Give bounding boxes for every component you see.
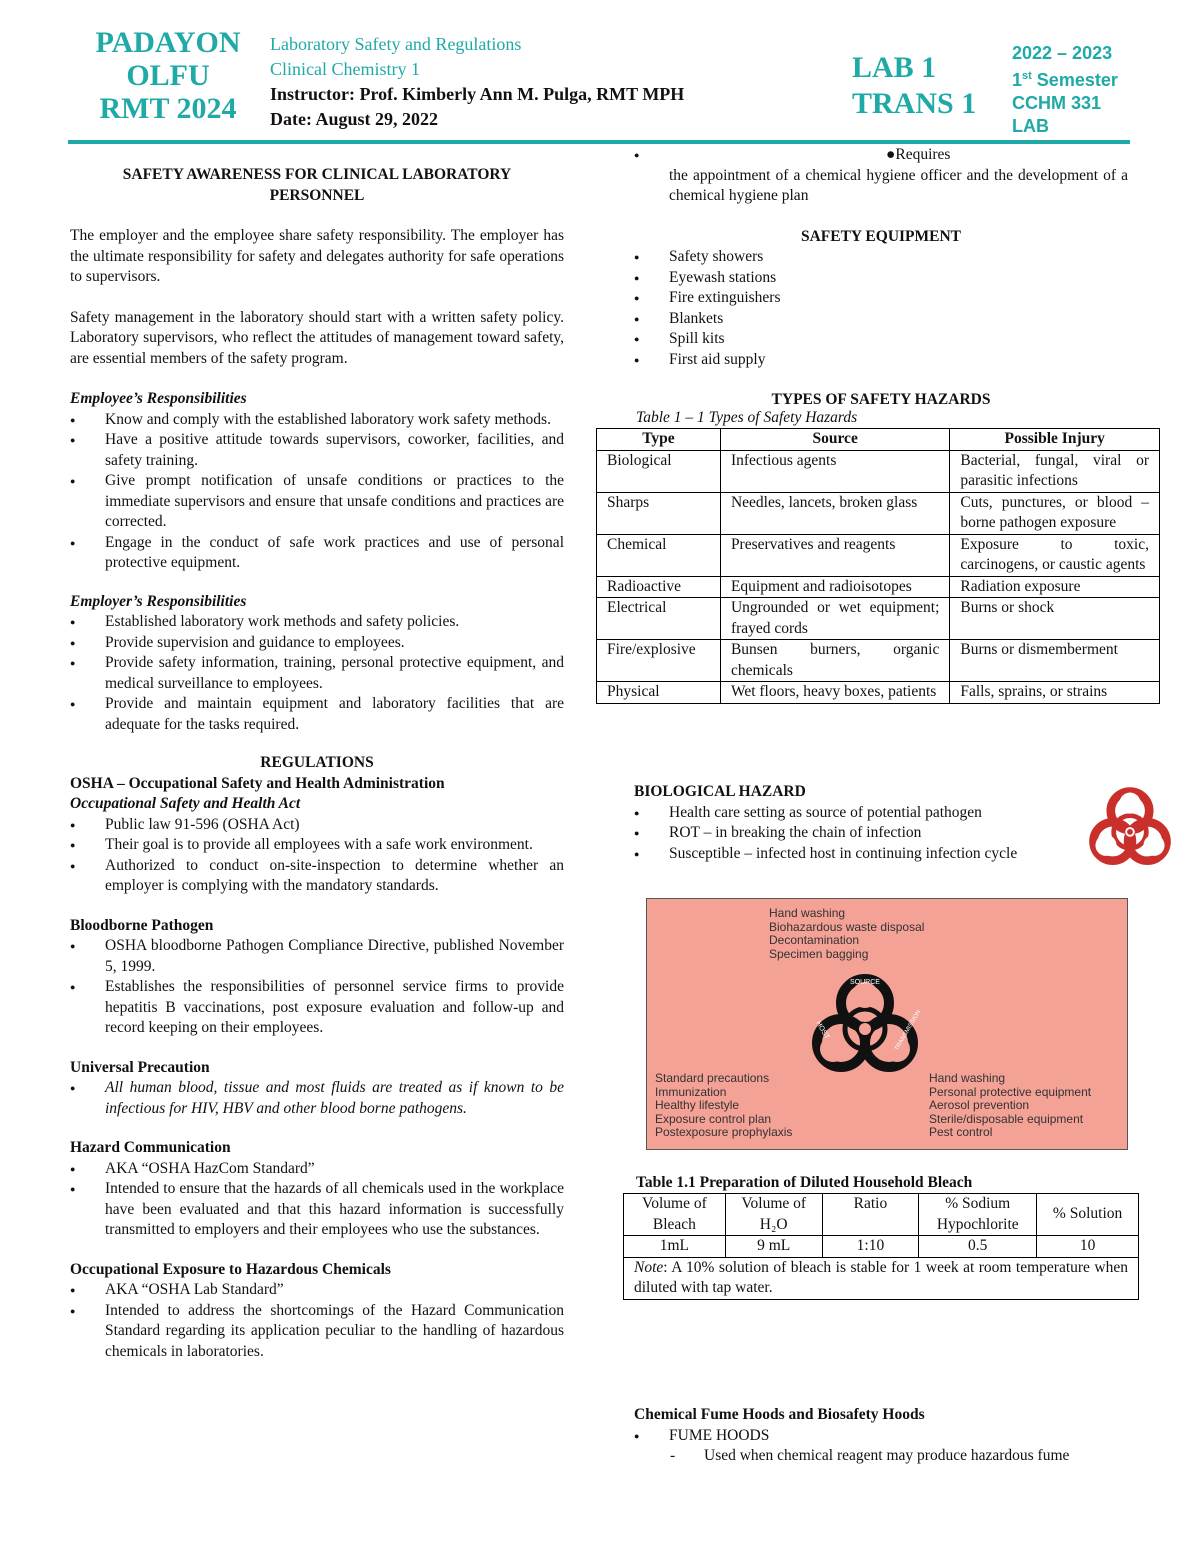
subsection-title: Occupational Exposure to Hazardous Chemicals [70, 1260, 391, 1278]
figure-label: Sterile/disposable equipment [929, 1111, 1084, 1126]
list-item: ● AKA “OSHA HazCom Standard” [70, 1159, 564, 1180]
table-row [597, 682, 1160, 704]
course-title: Laboratory Safety and Regulations [270, 34, 522, 54]
table-cell: Radioactive [597, 576, 721, 598]
semester-number: 1 [1012, 70, 1023, 90]
table-cell: Physical [597, 682, 721, 704]
semester-block [1012, 42, 1118, 138]
figure-label: Hand washing [929, 1071, 1006, 1085]
table-cell: Equipment and radioisotopes [720, 576, 949, 598]
list-item: ● Fire extinguishers [634, 288, 1128, 309]
paragraph: the appointment of a chemical hygiene officer and the development of a chemical hygiene plan [669, 166, 1128, 204]
safety-equipment-list [634, 247, 1128, 370]
lab-number: LAB 1 [852, 51, 937, 84]
course-subtitle: Clinical Chemistry 1 [270, 59, 420, 79]
table-cell: 10 [1037, 1236, 1139, 1258]
figure-label-group [929, 1072, 1091, 1140]
subsection-title: OSHA – Occupational Safety and Health Administration [70, 774, 445, 792]
school-year: 2022 – 2023 [1012, 43, 1113, 63]
list-item: - Used when chemical reagent may produce hazardous fume [634, 1446, 1128, 1467]
biological-hazard-list [634, 803, 1084, 865]
table-header: Source [720, 429, 949, 451]
biohazard-icon [1082, 782, 1178, 878]
section-title: SAFETY EQUIPMENT [800, 227, 962, 245]
figure-label: Standard precautions [655, 1071, 770, 1085]
list-item: ● Established laboratory work methods and safety policies. [70, 612, 564, 633]
list-item: ● First aid supply [634, 350, 1128, 371]
semester-suffix: st [1022, 70, 1032, 82]
table-title: Table 1.1 Preparation of Diluted Household Bleach [636, 1174, 973, 1191]
table-header: Volume of Bleach [624, 1194, 726, 1236]
table-header: Type [597, 429, 721, 451]
list-item: ● Their goal is to provide all employees with a safe work environment. [70, 835, 564, 856]
table-row [597, 534, 1160, 576]
table-row [597, 598, 1160, 640]
brand-block [78, 26, 258, 125]
table-cell: 1:10 [822, 1236, 919, 1258]
hoods-section [634, 1405, 1128, 1467]
course-code: CCHM 331 [1012, 93, 1102, 113]
list-item: ● OSHA bloodborne Pathogen Compliance Directive, published November 5, 1999. [70, 936, 564, 977]
table-cell: Needles, lancets, broken glass [720, 492, 949, 534]
list-item: ● Eyewash stations [634, 268, 1128, 289]
biohazard-chain-icon [795, 969, 935, 1089]
list-item: ● Give prompt notification of unsafe conditions or practices to the immediate supervisors and ensure that unsafe conditions and practices are corrected. [70, 471, 564, 533]
table-row [597, 450, 1160, 492]
table-cell: Bacterial, fungal, viral or parasitic infections [950, 450, 1160, 492]
list-item: ● Public law 91-596 (OSHA Act) [70, 815, 564, 836]
table-row [597, 640, 1160, 682]
employee-responsibilities-list [70, 410, 564, 574]
employer-responsibilities-list [70, 612, 564, 735]
table-cell: Cuts, punctures, or blood – borne pathogen exposure [950, 492, 1160, 534]
list-item: ● Health care setting as source of potential pathogen [634, 803, 1084, 824]
figure-label: Postexposure prophylaxis [655, 1125, 793, 1139]
table-cell: 0.5 [919, 1236, 1037, 1258]
figure-label: Hand washing [769, 906, 846, 920]
course-type: LAB [1012, 116, 1049, 136]
note-text: : A 10% solution of bleach is stable for 1 week at room temperature when diluted with tap water. [634, 1258, 1128, 1296]
table-header-row [624, 1194, 1139, 1236]
table-row [624, 1236, 1139, 1258]
table-cell: Bunsen burners, organic chemicals [720, 640, 949, 682]
section-title: Chemical Fume Hoods and Biosafety Hoods [634, 1406, 925, 1423]
figure-label: Specimen bagging [769, 946, 869, 961]
table-cell: Wet floors, heavy boxes, patients [720, 682, 949, 704]
list-item: ● Authorized to conduct on-site-inspection to determine whether an employer is complying with the mandatory standards. [70, 856, 564, 897]
semester [1012, 65, 1118, 92]
table-row [597, 492, 1160, 534]
chain-of-infection-figure [646, 898, 1128, 1150]
list-item: ● Susceptible – infected host in continuing infection cycle [634, 844, 1084, 865]
brand-line: PADAYON [95, 26, 241, 59]
subsection-title: Employer’s Responsibilities [70, 592, 247, 610]
figure-label-group [769, 907, 924, 961]
table-cell: Infectious agents [720, 450, 949, 492]
table-header: % Sodium Hypochlorite [919, 1194, 1037, 1236]
hazard-table [596, 428, 1160, 704]
biological-hazard-section [634, 782, 1084, 864]
list-item: ● Have a positive attitude towards supervisors, coworker, facilities, and safety training. [70, 430, 564, 471]
ring-label-source: SOURCE [850, 979, 880, 986]
subsection-title: Occupational Safety and Health Act [70, 795, 301, 812]
instructor: Instructor: Prof. Kimberly Ann M. Pulga, RMT MPH [270, 84, 685, 104]
occupational-exposure-list [70, 1280, 564, 1362]
table-cell: Fire/explosive [597, 640, 721, 682]
table-cell: Falls, sprains, or strains [950, 682, 1160, 704]
figure-label: Pest control [929, 1125, 993, 1139]
section-title: SAFETY AWARENESS FOR CLINICAL LABORATORY PERSONNEL [122, 166, 512, 204]
figure-label: Immunization [655, 1084, 727, 1099]
brand-line: RMT 2024 [99, 92, 237, 125]
lab-trans-label [852, 50, 976, 122]
list-item: ● ●Requires [634, 145, 1128, 166]
figure-label: Decontamination [769, 933, 860, 947]
table-cell: Chemical [597, 534, 721, 576]
figure-label: Personal protective equipment [929, 1084, 1092, 1099]
list-item: ● ROT – in breaking the chain of infection [634, 823, 1084, 844]
subsection-title: Employee’s Responsibilities [70, 390, 247, 407]
semester-word: Semester [1031, 70, 1118, 90]
osha-list [70, 815, 564, 897]
section-title: BIOLOGICAL HAZARD [634, 783, 806, 800]
list-item: ● FUME HOODS [634, 1426, 1128, 1447]
trans-number: TRANS 1 [852, 87, 977, 120]
brand-line: OLFU [126, 59, 210, 92]
subsection-title: Bloodborne Pathogen [70, 916, 214, 934]
list-item: ● Intended to address the shortcomings of the Hazard Communication Standard regarding its application peculiar to the handling of hazardous chemicals in laboratories. [70, 1301, 564, 1363]
list-item: ● Provide and maintain equipment and laboratory facilities that are adequate for the tasks required. [70, 694, 564, 735]
table-cell: Sharps [597, 492, 721, 534]
table-cell: Exposure to toxic, carcinogens, or caustic agents [950, 534, 1160, 576]
bloodborne-list [70, 936, 564, 1039]
table-cell: 1mL [624, 1236, 726, 1258]
list-item: ● Spill kits [634, 329, 1128, 350]
table-cell: Burns or shock [950, 598, 1160, 640]
left-column [70, 165, 564, 1362]
list-item: ● Provide supervision and guidance to employees. [70, 633, 564, 654]
section-title: REGULATIONS [260, 754, 374, 771]
list-item: ● Intended to ensure that the hazards of all chemicals used in the workplace have been evaluated and that this hazard information is successfully transmitted to employers and their employees who use the substances. [70, 1179, 564, 1241]
list-item: ● Provide safety information, training, personal protective equipment, and medical surveillance to employees. [70, 653, 564, 694]
header-divider [68, 140, 1130, 144]
list-item: ● Know and comply with the established laboratory work safety methods. [70, 410, 564, 431]
header-info [270, 32, 684, 132]
figure-label-group [655, 1072, 792, 1140]
section-title: TYPES OF SAFETY HAZARDS [771, 391, 991, 408]
table-header: Volume of H₂O [725, 1194, 822, 1236]
table-row [624, 1257, 1139, 1299]
figure-label: Biohazardous waste disposal [769, 919, 925, 934]
table-cell: 9 mL [725, 1236, 822, 1258]
table-header: Ratio [822, 1194, 919, 1236]
list-item: ● All human blood, tissue and most fluids are treated as if known to be infectious for HIV, HBV and other blood borne pathogens. [70, 1078, 564, 1119]
table-cell: Biological [597, 450, 721, 492]
universal-precaution-list [70, 1078, 564, 1119]
table-header: Possible Injury [950, 429, 1160, 451]
figure-label: Healthy lifestyle [655, 1098, 740, 1112]
table-header-row [597, 429, 1160, 451]
list-item: ● Safety showers [634, 247, 1128, 268]
table-cell: Electrical [597, 598, 721, 640]
subsection-title: Hazard Communication [70, 1139, 231, 1156]
requires-list [634, 145, 1128, 166]
date: Date: August 29, 2022 [270, 109, 439, 129]
list-item: ● Blankets [634, 309, 1128, 330]
table-cell: Ungrounded or wet equipment; frayed cords [720, 598, 949, 640]
bleach-table [623, 1193, 1139, 1300]
paragraph: Safety management in the laboratory should start with a written safety policy. Laboratory supervisors, who reflect the attitudes of management toward safety, are essential members of the safety program. [70, 308, 564, 367]
right-column [634, 145, 1128, 411]
ring-label-host: HOST [814, 1020, 831, 1041]
ring-label-transmission: TRANSMISSION [894, 1009, 923, 1052]
figure-label: Exposure control plan [655, 1111, 772, 1126]
note-label: Note [634, 1258, 664, 1276]
hazard-communication-list [70, 1159, 564, 1241]
table-caption: Table 1 – 1 Types of Safety Hazards [636, 409, 858, 426]
table-header: % Solution [1037, 1194, 1139, 1236]
list-item: ● Engage in the conduct of safe work practices and use of personal protective equipment. [70, 533, 564, 574]
hoods-list [634, 1426, 1128, 1447]
list-item: ● Establishes the responsibilities of personnel service firms to provide hepatitis B vaccinations, post exposure evaluation and follow-up and record keeping on their employees. [70, 977, 564, 1039]
table-note [624, 1257, 1139, 1299]
table-cell: Radiation exposure [950, 576, 1160, 598]
table-cell: Preservatives and reagents [720, 534, 949, 576]
hoods-sublist [634, 1446, 1128, 1467]
list-item: ● AKA “OSHA Lab Standard” [70, 1280, 564, 1301]
table-cell: Burns or dismemberment [950, 640, 1160, 682]
paragraph: The employer and the employee share safety responsibility. The employer has the ultimate responsibility for safety and delegates authority for safe operations to supervisors. [70, 227, 564, 285]
table-row [597, 576, 1160, 598]
figure-label: Aerosol prevention [929, 1098, 1030, 1112]
subsection-title: Universal Precaution [70, 1058, 210, 1076]
